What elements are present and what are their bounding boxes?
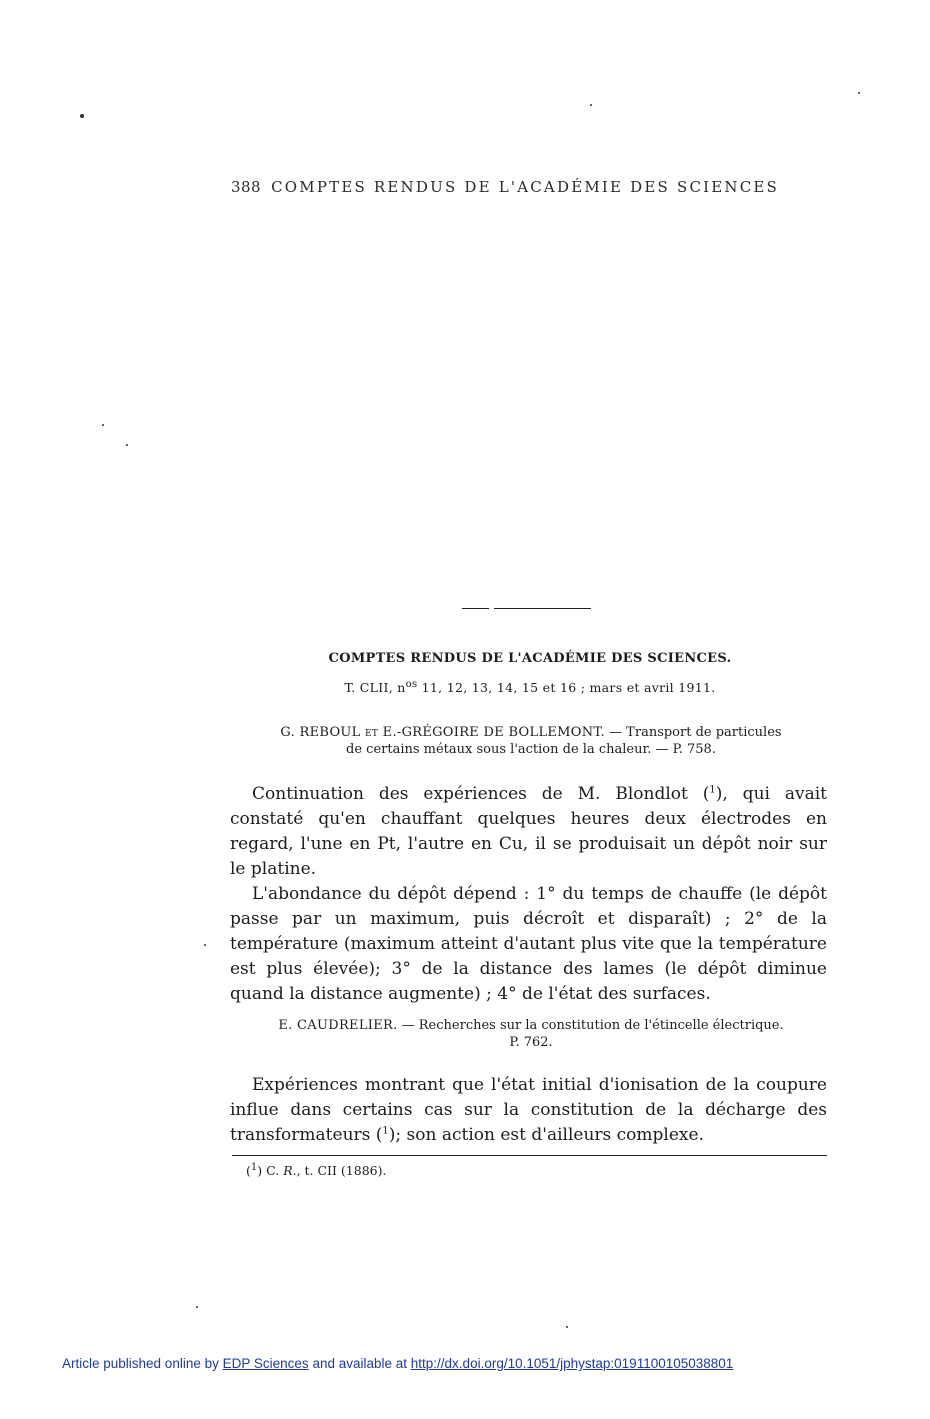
paragraph: L'abondance du dépôt dépend : 1° du temps de chauffe (le dépôt passe par un maximum, puis décroît et disparaît) ; 2° de la température (maximum atteint d'autant plus vite que la température est plus élevée); 3° de la distance des lames (le dépôt diminue quand la distance augmente) ; 4° de l'état des surfaces.: [230, 884, 827, 1004]
entry-authors: G. REBOUL et E.-GRÉGOIRE DE BOLLEMONT.: [280, 725, 605, 740]
footnote: ($^1$) C. R., t. CII (1886).: [246, 1161, 387, 1178]
footer-middle: and available at: [312, 1356, 408, 1371]
entry-authors: E. CAUDRELIER.: [278, 1018, 398, 1033]
scan-speck: [204, 944, 206, 946]
entry-title-line1: — Recherches sur la constitution de l'étincelle électrique.: [401, 1018, 784, 1033]
running-head-title: COMPTES RENDUS DE L'ACADÉMIE DES SCIENCES: [271, 178, 780, 196]
entry-body: [230, 1073, 827, 1148]
scan-speck: [196, 1306, 198, 1308]
page-number: 388: [230, 178, 262, 196]
doi-link[interactable]: http://dx.doi.org/10.1051/jphystap:0191100105038801: [410, 1356, 734, 1371]
scan-speck: [80, 114, 84, 118]
entry-header: [233, 1017, 829, 1051]
scan-speck: [590, 104, 592, 106]
entry-title-line2: P. 762.: [509, 1035, 553, 1050]
footnote-rule: [232, 1155, 827, 1156]
publisher-link[interactable]: EDP Sciences: [222, 1356, 309, 1371]
journal-title: COMPTES RENDUS DE L'ACADÉMIE DES SCIENCES.: [328, 651, 732, 666]
entry-body: [230, 782, 827, 1007]
volume-line: T. CLII, $n^{os}$ 11, 12, 13, 14, 15 et 16 ; mars et avril 1911.: [344, 678, 716, 695]
section-rule-short: [462, 608, 489, 609]
entry-header: [233, 724, 829, 758]
scan-speck: [858, 92, 860, 94]
paragraph: Expériences montrant que l'état initial d'ionisation de la coupure influe dans certains cas sur la constitution de la décharge des transformateurs ($^1$); son action est d'ailleurs complexe.: [230, 1075, 827, 1145]
entry-title-line1: — Transport de particules: [609, 725, 782, 740]
section-rule-long: [494, 608, 591, 609]
scan-speck: [126, 444, 128, 446]
scan-speck: [102, 424, 104, 426]
publisher-footer: [62, 1356, 733, 1371]
scan-speck: [566, 1326, 568, 1328]
paragraph: Continuation des expériences de M. Blondlot ($^1$), qui avait constaté qu'en chauffant quelques heures deux électrodes en regard, l'une en Pt, l'autre en Cu, il se produisait un dépôt noir sur le platine.: [230, 784, 827, 879]
footer-prefix: Article published online by: [62, 1356, 219, 1371]
running-head: [0, 178, 930, 196]
entry-title-line2: de certains métaux sous l'action de la chaleur. — P. 758.: [346, 742, 716, 757]
